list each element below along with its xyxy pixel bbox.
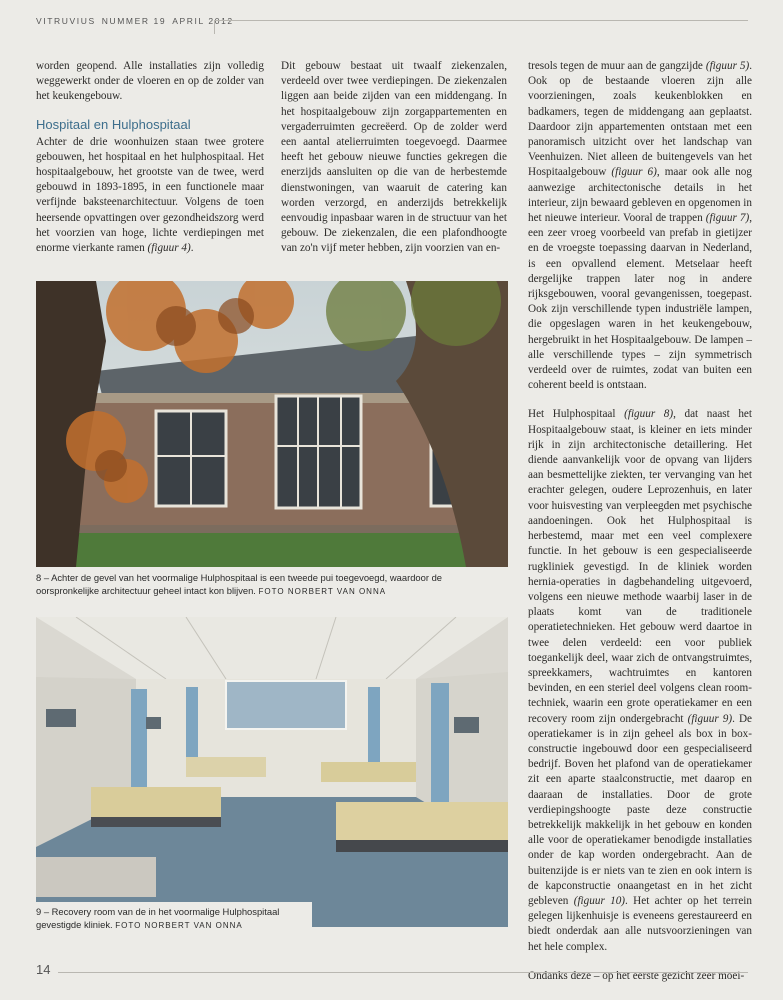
col3-paragraph-3: Ondanks deze – op het eerste gezicht zeer moei- [528, 969, 745, 982]
figure-7-reference: (figuur 7) [705, 212, 750, 225]
figure-5-reference: (figuur 5) [705, 60, 750, 72]
column-2 [281, 59, 507, 257]
figure-9-credit: FOTO NORBERT VAN ONNA [115, 921, 243, 930]
figure-9-reference: (figuur 9) [687, 712, 733, 725]
col3-paragraph-1 [528, 59, 752, 393]
figure-9-photo [36, 617, 508, 927]
col3-p1-b: . Ook op de bestaande vloeren zijn alle voorzieningen, zoals keukenblokken en badkamers, tegen de middengang aan geplaatst. Daardoor zijn appartementen ontstaan met een panoramisch uitzicht over het landschap van Veenhuizen. Niet alleen de buitengevels van het Hospitaalgebouw [528, 60, 752, 179]
section-heading: Hospitaal en Hulphospitaal [36, 116, 191, 132]
col3-p1-c: , maar ook alle nog aanwezige architectonische details in het interieur, zijn bewaard gebleven en opgenomen in het nieuwe interieur. Vooral de trappen [528, 166, 752, 225]
page-number: 14 [36, 962, 51, 977]
col1-p2-end: . [190, 242, 194, 255]
figure-10-reference: (figuur 10) [573, 894, 626, 907]
figure-8-caption [36, 568, 512, 600]
column-1 [36, 59, 264, 256]
figure-4-reference: (figuur 4) [147, 242, 191, 255]
footer-rule [58, 972, 748, 973]
col3-p2-d: . Het achter op het terrein gelegen lijkenhuisje is eveneens gerestaureerd en biedt onderdak aan alle nutsvoorzieningen van het hele complex. [528, 894, 752, 953]
figure-8-photo [36, 281, 508, 567]
col3-p2-c: . De operatiekamer is in zijn geheel als box in box-constructie ingebouwd door een gespecialiseerd bedrijf. Boven het plafond van de operatiekamer zit een aparte staalconstructie, met daarop en daaraan de installaties. Door de grote verdiepingshoogte paste deze constructie betrekkelijk makkelijk in het gebouw en konden alle voor de operatiekamer benodigde installaties onder de kap worden ondergebracht. Aan de buitenzijde is er niets van te zien en ook intern is de kapconstructie onaangetast en in het zicht gebleven [528, 712, 752, 907]
figure-8-caption-text: 8 – Achter de gevel van het voormalige Hulphospitaal is een tweede pui toegevoegd, waardoor de oorspronkelijke architectuur geheel intact kon blijven. [36, 572, 442, 596]
figure-8-reference: (figuur 8) [624, 408, 674, 421]
col3-p1-d: , een zeer vroeg voorbeeld van prefab in gietijzer en de vroegste toepassing daarvan in Nederland, is een opvallend element. Metselaar heeft dergelijke trappen later nog in andere rijksgebouwen, vooral gevangenissen, toegepast. Ook zijn verschillende typen industriële lampen, die opgeslagen waren in het keukengebouw, hergebruikt in het Hospitaalgebouw. De lampen – alle verschillende types – zijn symmetrisch verdeeld over de ruimtes, zodat van buiten een coherent beeld is ontstaan. [528, 212, 752, 392]
header-rule [214, 20, 748, 21]
page-footer [36, 962, 748, 982]
figure-8-credit: FOTO NORBERT VAN ONNA [258, 587, 387, 596]
col1-paragraph-1: worden geopend. Alle installaties zijn volledig weggewerkt onder de vloeren en op de zolder van het keukengebouw. [36, 60, 264, 103]
col3-p2-b: , dat naast het Hospitaalgebouw staat, is kleiner en iets minder rijk in zijn architectonische detaillering. Het diende aanvankelijk voor de opvang van lijders aan besmettelijke ziekten, ter vervanging van het erachter gelegen, oudere Leprozenhuis, en later voor huisvesting van verpleegden met psychische aandoeningen. Ook het Hulphospitaal is herbestemd, maar met een veel complexere functie. In het gebouw is een gespecialiseerde rugkliniek gevestigd. In de kliniek worden hernia-operaties in dagbehandeling uitgevoerd, volgens een nieuwe methode waarbij laser in de plaats komt van de traditionele operatietechnieken. Het gebouw werd daartoe in twee delen verdeeld: een voor publiek toegankelijk deel, waar zich de ontvangstruimtes, spreekkamers, wachtruimtes en kantoren bevinden, en een steriel deel volgens clean room-techniek, waarin een grote operatiekamer en een recovery room zijn ondergebracht [528, 408, 753, 725]
column-3 [528, 59, 752, 984]
issue-date: APRIL 2012 [172, 16, 234, 26]
col1-paragraph-2 [36, 135, 264, 257]
col1-p2-text: Achter de drie woonhuizen staan twee grotere gebouwen, het hospitaal en het hulphospitaal. Het hospitaalgebouw, het grootste van de twee, werd gebouwd in 1893-1895, in een functionele maar verfijnde baksteenarchitectuur. Volgens de toen heersende opvattingen over gezondheidszorg werd het voorzien van hoge, lichte verdiepingen met enorme vierkante ramen [36, 135, 264, 255]
header-text [36, 16, 240, 26]
figure-9-caption-text: 9 – Recovery room van de in het voormalige Hulphospitaal gevestigde kliniek. [36, 906, 280, 930]
col3-p1-a: tresols tegen de muur aan de gangzijde [528, 60, 706, 72]
recovery-room-image [36, 617, 508, 927]
col2-paragraph-1: Dit gebouw bestaat uit twaalf ziekenzalen, verdeeld over twee verdiepingen. De ziekenzalen liggen aan beide zijden van een middengang. In het hospitaalgebouw zijn zorgappartementen en vergaderruimten gecreëerd. Op de zolder werd een aantal atelierruimten toegevoegd. Daarmee heeft het gebouw nieuwe functies gekregen die enerzijds aansluiten op die van de herbestemde dienstwoningen, van waaruit de catering kan worden verzorgd, en anderzijds betrekkelijk eenvoudig inpasbaar waren in de structuur van het gebouw. De ziekenzalen, die een plafondhoogte van zo'n vijf meter hebben, zijn voorzien van en- [281, 60, 507, 255]
issue-number: NUMMER 19 [101, 16, 167, 26]
figure-9-caption [36, 902, 312, 934]
running-header [36, 16, 748, 30]
col3-paragraph-2 [528, 407, 752, 954]
col3-p2-a: Het Hulphospitaal [528, 408, 625, 421]
exterior-building-image [36, 281, 508, 567]
header-tick [214, 20, 215, 34]
figure-6-reference: (figuur 6) [611, 166, 657, 179]
magazine-name: VITRUVIUS [36, 16, 96, 26]
